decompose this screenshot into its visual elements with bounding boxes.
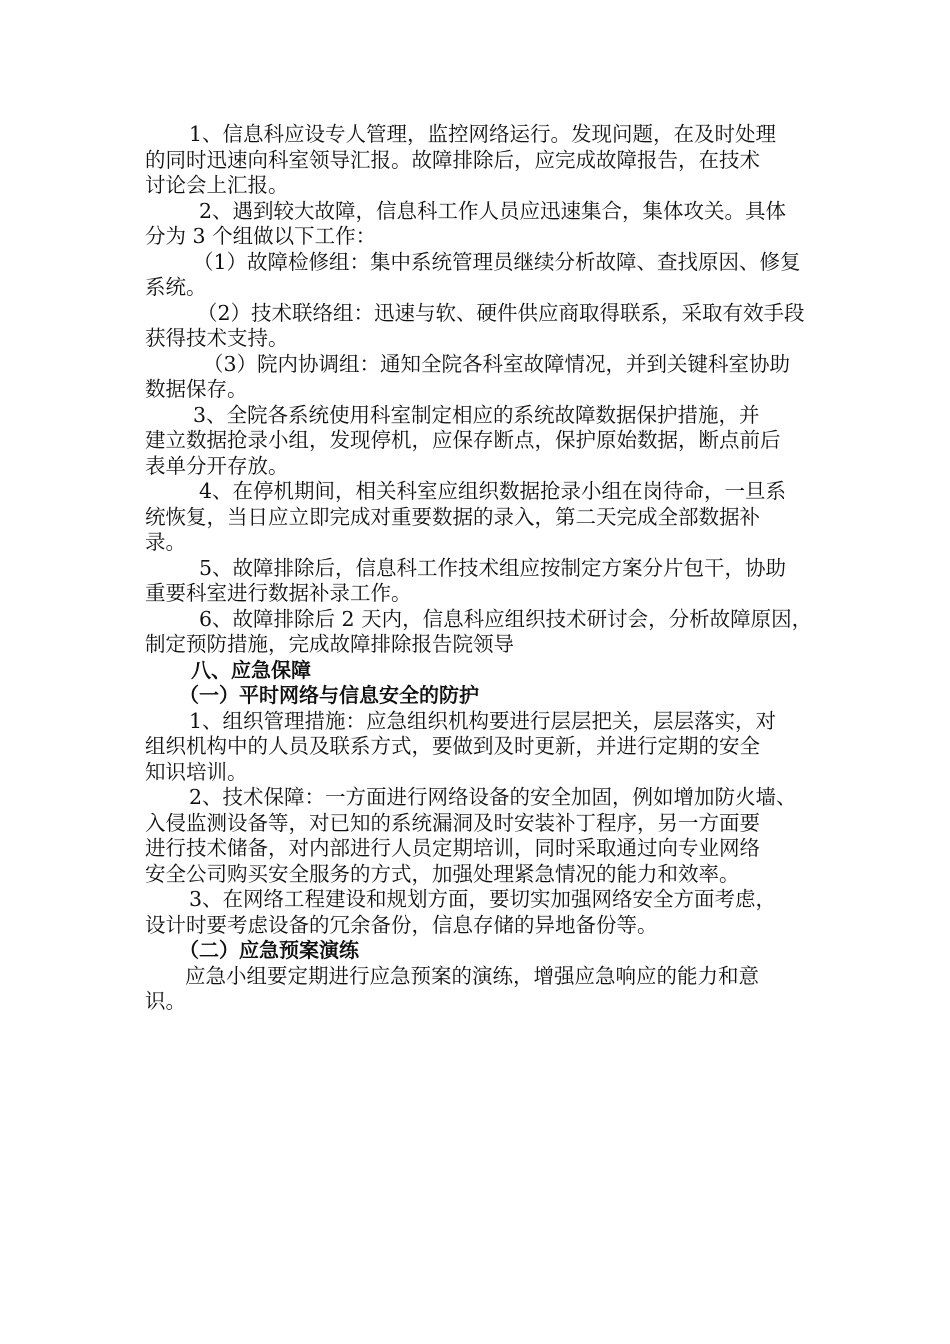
paragraph-8 [145, 556, 810, 607]
text-line: 分为 3 个组做以下工作： [145, 224, 377, 248]
paragraph-6 [145, 403, 810, 480]
text-line: 数据保存。 [145, 377, 248, 401]
text-line: 2、遇到较大故障，信息科工作人员应迅速集合，集体攻关。具体 [199, 198, 787, 223]
paragraph-5 [145, 352, 810, 403]
text-line: 2、技术保障：一方面进行网络设备的安全加固，例如增加防火墙、 [189, 785, 797, 809]
text-line: 录。 [145, 530, 186, 554]
text-line: 讨论会上汇报。 [145, 173, 289, 197]
text-line: 重要科室进行数据补录工作。 [145, 581, 412, 605]
text-line: 进行技术储备，对内部进行人员定期培训，同时采取通过向专业网络 [145, 836, 760, 860]
text-line: 入侵监测设备等，对已知的系统漏洞及时安装补丁程序，另一方面要 [145, 810, 760, 835]
section-heading: 八、应急保障 [191, 657, 311, 682]
paragraph-7 [145, 479, 810, 556]
text-line: （3）院内协调组：通知全院各科室故障情况，并到关键科室协助 [203, 351, 791, 376]
text-line: 系统。 [145, 275, 207, 299]
paragraph-2 [145, 199, 810, 250]
text-line: 识。 [145, 989, 186, 1013]
text-line: （1）故障检修组：集中系统管理员继续分析故障、查找原因、修复 [193, 249, 801, 274]
paragraph-9 [145, 606, 813, 658]
text-line: 组织机构中的人员及联系方式，要做到及时更新，并进行定期的安全 [145, 734, 760, 758]
text-line: 6、故障排除后 2 天内，信息科应组织技术研讨会，分析故障原因， [199, 606, 813, 631]
text-line: 4、在停机期间，相关科室应组织数据抢录小组在岗待命，一旦系 [199, 479, 787, 503]
text-line: 3、全院各系统使用科室制定相应的系统故障数据保护措施，并 [193, 402, 760, 427]
text-line: 1、信息科应设专人管理，监控网络运行。发现问题，在及时处理 [189, 122, 777, 146]
text-line: 制定预防措施，完成故障排除报告院领导 [145, 632, 514, 656]
text-line: 应急小组要定期进行应急预案的演练，增强应急响应的能力和意 [185, 963, 759, 988]
paragraph-11 [145, 785, 810, 887]
text-line: 1、组织管理措施：应急组织机构要进行层层把关，层层落实，对 [189, 708, 777, 733]
paragraph-3 [145, 250, 810, 301]
text-line: 获得技术支持。 [145, 326, 289, 350]
paragraph-1 [145, 122, 810, 199]
paragraph-4 [145, 301, 810, 352]
text-line: 的同时迅速向科室领导汇报。故障排除后，应完成故障报告，在技术 [145, 147, 760, 172]
text-line: 表单分开存放。 [145, 453, 289, 478]
text-line: 建立数据抢录小组，发现停机，应保存断点，保护原始数据，断点前后 [145, 428, 781, 452]
text-line: 知识培训。 [145, 759, 248, 784]
subsection-heading-2: （二）应急预案演练 [179, 938, 359, 962]
text-line: 3、在网络工程建设和规划方面，要切实加强网络安全方面考虑， [189, 887, 777, 911]
text-line: 5、故障排除后，信息科工作技术组应按制定方案分片包干，协助 [199, 555, 787, 580]
paragraph-10 [145, 709, 810, 786]
text-line: 统恢复，当日应立即完成对重要数据的录入，第二天完成全部数据补 [145, 504, 760, 529]
paragraph-12 [145, 887, 810, 938]
subsection-heading-1: （一）平时网络与信息安全的防护 [179, 683, 479, 707]
document-body [145, 122, 813, 1015]
text-line: 安全公司购买安全服务的方式，加强处理紧急情况的能力和效率。 [145, 861, 740, 886]
paragraph-13 [145, 964, 810, 1015]
text-line: （2）技术联络组：迅速与软、硬件供应商取得联系，采取有效手段 [197, 300, 805, 325]
text-line: 设计时要考虑设备的冗余备份，信息存储的异地备份等。 [145, 912, 658, 937]
